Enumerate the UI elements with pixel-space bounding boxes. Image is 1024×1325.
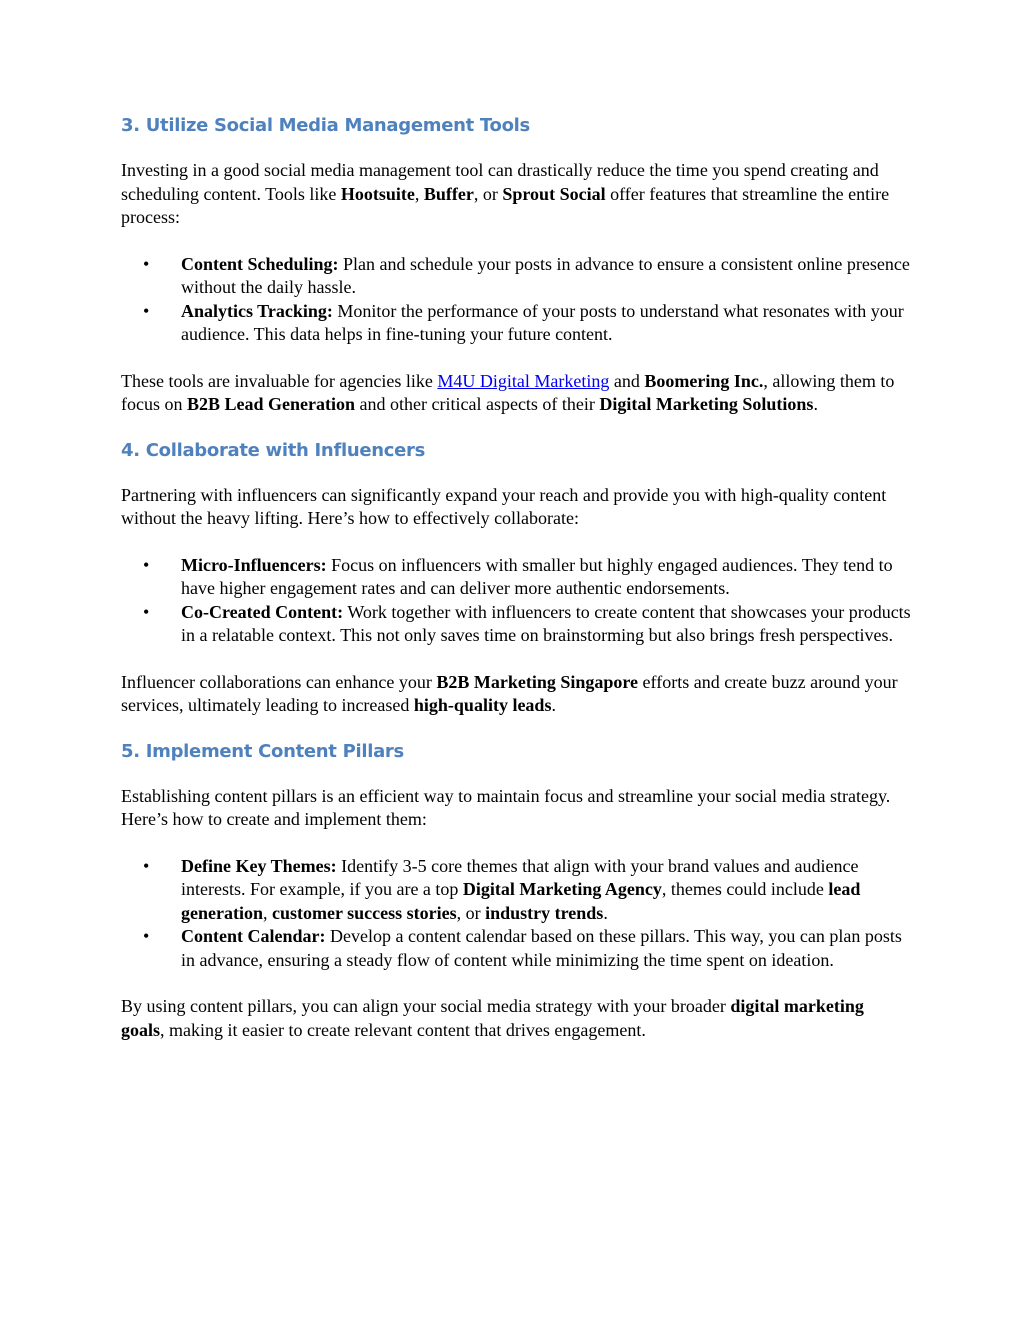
bullet-text: Plan and schedule your posts in advance to ensure a consistent online presence without the daily hassle. (181, 253, 910, 297)
bullet-text: Identify 3-5 core themes that align with your brand values and audience interests. For example, if you are a top (181, 855, 859, 899)
bullet-list (121, 253, 911, 347)
bullet-text: Monitor the performance of your posts to understand what resonates with your audience. This data helps in fine-tuning your future content. (181, 300, 904, 344)
intro-paragraph (121, 159, 911, 230)
text-run: , (414, 183, 424, 204)
bullet-label: Micro-Influencers: (181, 554, 327, 575)
bullet-label: Co-Created Content: (181, 601, 344, 622)
text-run: and (609, 370, 645, 391)
list-item (121, 855, 911, 926)
section-social-media-tools (121, 112, 911, 417)
text-run: Investing in a good social media management tool can drastically reduce the time you spend creating and scheduling content. Tools like (121, 160, 879, 204)
intro-paragraph: Partnering with influencers can significantly expand your reach and provide you with high-quality content without the heavy lifting. Here’s how to effectively collaborate: (121, 484, 887, 528)
bold-b2b-marketing-singapore: B2B Marketing Singapore (436, 671, 639, 692)
bullet-list (121, 554, 911, 648)
m4u-digital-marketing-link[interactable]: M4U Digital Marketing (437, 370, 610, 391)
bold-customer-success-stories: customer success stories (271, 902, 457, 923)
bold-digital-marketing-solutions: Digital Marketing Solutions (599, 394, 814, 414)
intro-paragraph: Establishing content pillars is an efficient way to maintain focus and streamline your social media strategy. Here’s how to create and implement them: (121, 785, 891, 829)
text-run: These tools are invaluable for agencies like (121, 370, 438, 391)
bullet-list (121, 855, 911, 973)
text-run: . (551, 695, 556, 715)
bold-digital-marketing-agency: Digital Marketing Agency (462, 879, 662, 899)
outro-paragraph (121, 370, 911, 417)
bold-boomering: Boomering Inc. (644, 370, 764, 391)
text-run: . (813, 394, 818, 414)
text-run: and other critical aspects of their (355, 394, 600, 414)
list-item (121, 925, 911, 972)
bullet-label: Content Scheduling: (181, 253, 339, 274)
section-influencers (121, 437, 911, 718)
section-heading: 4. Collaborate with Influencers (121, 439, 426, 461)
bullet-text: Work together with influencers to create content that showcases your products in a relatable context. This not only saves time on brainstorming but also brings fresh perspectives. (181, 601, 911, 645)
list-item (121, 601, 911, 648)
bullet-text: Focus on influencers with smaller but highly engaged audiences. They tend to have higher engagement rates and can deliver more authentic endorsements. (181, 554, 893, 598)
bold-hootsuite: Hootsuite (340, 183, 415, 204)
bold-high-quality-leads: high-quality leads (413, 695, 552, 715)
bullet-text: , or (456, 902, 486, 923)
text-run: , making it easier to create relevant content that drives engagement. (160, 1019, 646, 1040)
bullet-label: Analytics Tracking: (181, 300, 333, 321)
list-item (121, 253, 911, 300)
bullet-text: Develop a content calendar based on these pillars. This way, you can plan posts in advance, ensuring a steady flow of content while minimizing the time spent on ideation. (181, 926, 902, 970)
bullet-label: Content Calendar: (181, 926, 326, 946)
bold-lead-generation: lead generation (181, 879, 861, 923)
text-run: Influencer collaborations can enhance your (121, 671, 437, 692)
text-run: efforts and create buzz around your services, ultimately leading to increased (121, 671, 898, 715)
text-run: offer features that streamline the entire process: (121, 183, 890, 227)
bullet-text: , (262, 902, 272, 923)
bold-sprout-social: Sprout Social (502, 183, 606, 204)
section-content-pillars (121, 738, 911, 1043)
outro-paragraph (121, 995, 911, 1042)
bold-digital-marketing-goals: digital marketing goals (121, 996, 864, 1040)
bullet-text: . (603, 902, 608, 923)
list-item (121, 300, 911, 347)
section-heading: 5. Implement Content Pillars (121, 740, 404, 762)
document-page (121, 112, 911, 1042)
text-run: , allowing them to focus on (121, 370, 895, 414)
text-run: , or (473, 183, 503, 204)
bold-buffer: Buffer (423, 183, 474, 204)
text-run: By using content pillars, you can align your social media strategy with your broader (121, 996, 731, 1016)
list-item (121, 554, 911, 601)
outro-paragraph (121, 671, 911, 718)
bold-b2b-lead-generation: B2B Lead Generation (187, 394, 356, 414)
section-heading: 3. Utilize Social Media Management Tools (121, 115, 530, 136)
bold-industry-trends: industry trends (485, 902, 604, 923)
bullet-text: , themes could include (661, 879, 829, 899)
bullet-label: Define Key Themes: (181, 855, 337, 876)
